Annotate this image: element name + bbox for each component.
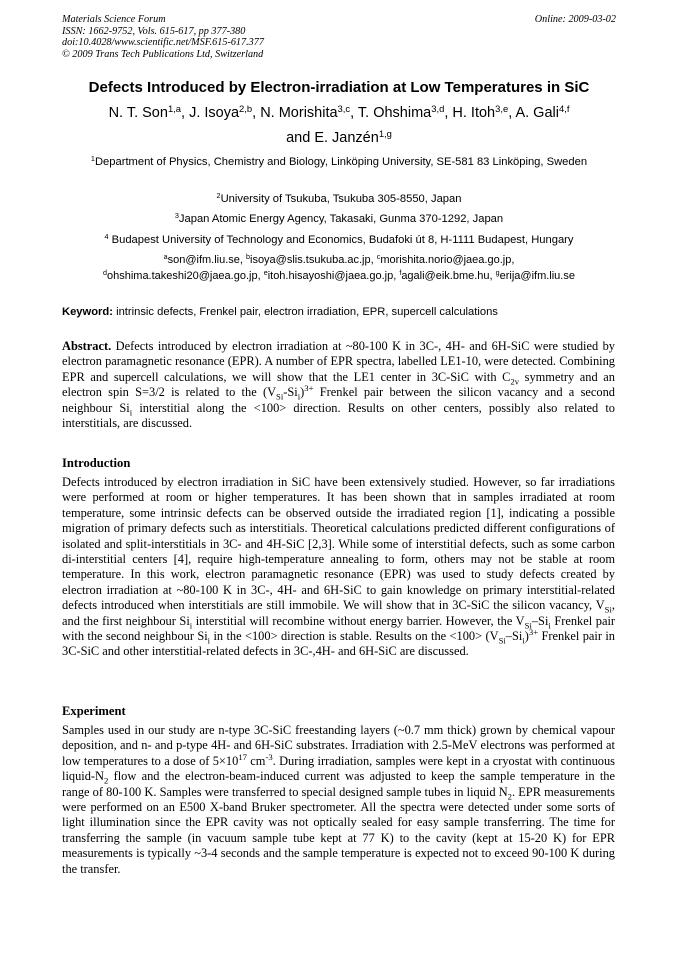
- paper-title: Defects Introduced by Electron-irradiation at Low Temperatures in SiC: [88, 79, 590, 96]
- exp-text: cm: [246, 753, 266, 768]
- introduction-paragraph: [62, 475, 615, 660]
- intro-text: –Si: [505, 629, 523, 644]
- affiliation-number: 3: [174, 211, 179, 220]
- email-marker: f: [399, 268, 402, 277]
- affiliation-number: 4: [104, 232, 109, 241]
- exp-sub: 2: [104, 775, 109, 786]
- affiliation-1: [66, 155, 612, 171]
- affiliation-3: [66, 212, 612, 228]
- email-link[interactable]: erija@ifm.liu.se: [499, 269, 575, 282]
- journal-header: [62, 14, 616, 60]
- author-sep: ,: [252, 105, 261, 121]
- journal-doi: doi:10.4028/www.scientific.net/MSF.615-617.377: [62, 37, 264, 49]
- abstract-sub: 2v: [510, 376, 520, 387]
- exp-text: . During irradiation, samples were kept in a cryostat with continuous liquid-N: [62, 753, 615, 784]
- author-name: H. Itoh: [452, 105, 496, 121]
- section-heading-introduction: Introduction: [62, 456, 131, 470]
- author-name: N. T. Son: [108, 105, 168, 121]
- abstract-text: Defects introduced by electron irradiation at ~80-100 K in 3C-, 4H- and 6H-SiC were studied by electron paramagnetic resonance (EPR). A number of EPR spectra, labelled LE1-10, were detected. Combining EPR and supercell calculations, we will show that the LE1 center in 3C-SiC with C: [62, 339, 615, 384]
- affiliation-number: 2: [216, 191, 221, 200]
- affiliation-number: 1: [90, 154, 95, 163]
- intro-text: Frenkel pair in 3C-SiC and other interstitial-related defects in 3C-,4H- and 6H-SiC are discussed.: [62, 629, 615, 659]
- abstract-text: ): [300, 385, 305, 400]
- author-name: J. Isoya: [189, 105, 240, 121]
- intro-sub: i: [548, 620, 551, 631]
- exp-text: flow and the electron-beam-induced current was adjusted to keep the sample temperature in the range of 80-100 K. Samples were transferred to special designed sample tubes in liquid N: [62, 769, 615, 799]
- affiliation-text: Department of Physics, Chemistry and Biology, Linköping University, SE-581 83 Linköping, Sweden: [94, 156, 588, 168]
- keywords: [62, 305, 618, 319]
- author-affil: 3,e: [495, 102, 509, 114]
- intro-sub: Si: [524, 620, 532, 631]
- email-link[interactable]: son@ifm.liu.se,: [167, 254, 247, 266]
- journal-issn: ISSN: 1662-9752, Vols. 615-617, pp 377-380: [62, 25, 246, 37]
- email-marker: e: [263, 268, 268, 277]
- intro-sub: i: [522, 635, 525, 646]
- email-marker: d: [103, 268, 107, 277]
- intro-sub: i: [189, 620, 193, 631]
- author-name: N. Morishita: [260, 105, 338, 121]
- author-affil: 4,f: [558, 102, 570, 114]
- abstract-sub: Si: [276, 391, 284, 402]
- email-marker: b: [246, 253, 250, 262]
- abstract-sup: 3+: [304, 383, 314, 394]
- affiliation-2: [66, 192, 612, 208]
- email-marker: a: [163, 253, 168, 262]
- email-link[interactable]: isoya@slis.tsukuba.ac.jp,: [250, 254, 377, 266]
- author-list: [60, 101, 618, 151]
- author-name: and E. Janzén: [286, 130, 379, 146]
- exp-sub: 2: [507, 791, 512, 802]
- author-affil: 2,b: [239, 102, 253, 114]
- affiliation-text: Japan Atomic Energy Agency, Takasaki, Gunma 370-1292, Japan: [178, 213, 504, 225]
- affiliation-4: [40, 233, 638, 249]
- intro-text: in the <100> direction is stable. Results on the <100> (V: [210, 629, 499, 644]
- intro-text: ): [524, 629, 529, 644]
- author-sep: ,: [350, 105, 358, 121]
- experiment-paragraph: [62, 723, 615, 877]
- intro-text: Defects introduced by electron irradiation in SiC have been extensively studied. However, so far irradiations were performed at room or higher temperatures. It has been shown that in samples irradiated at room temperature, some intrinsic defects can be observed outside the irradiated region [1], indicating a possible migration of primary defects such as interstitials. Theoretical calculations predicted different configurations of isolated and split-interstitials in 3C- and 4H-SiC [2,3]. While some of interstitial defects, such as some carbon di-interstitial centers [4], require high-temperature annealing to form, others may not be stable at room temperature. In this work, electron paramagnetic resonance (EPR) was used to study defects created by electron irradiation at ~80-100 K in 3C-, 4H- and 6H-SiC to gain knowledge on primary interstitial-related defects introduced when interstitials are still immobile. We will show that in 3C-SiC the silicon vacancy, V: [62, 475, 615, 613]
- intro-sup: 3+: [528, 626, 539, 637]
- email-link[interactable]: morishita.norio@jaea.go.jp,: [380, 254, 515, 266]
- email-marker: g: [495, 268, 500, 277]
- abstract-text: Frenkel pair between the silicon vacancy and a second neighbour Si: [62, 385, 615, 415]
- email-link[interactable]: agali@eik.bme.hu,: [401, 269, 496, 282]
- exp-text: Samples used in our study are n-type 3C-SiC freestanding layers (~0.7 mm thick) grown by chemical vapour deposition, and n- and p-type 4H- and 6H-SiC substrates. Irradiation with 2.5-MeV electrons was performed at low temperatures to a dose of 5×10: [62, 723, 615, 768]
- exp-sup: -3: [265, 751, 273, 762]
- keyword-label: Keyword:: [62, 306, 113, 318]
- abstract-text: symmetry and an electron spin S=3/2 is related to the (V: [62, 369, 616, 400]
- abstract: [62, 339, 615, 431]
- intro-sub: i: [207, 635, 211, 646]
- author-affil: 3,c: [337, 102, 351, 114]
- intro-text: Frenkel pair with the second neighbour Si: [62, 613, 616, 644]
- section-heading-experiment: Experiment: [62, 704, 126, 718]
- email-list: [50, 253, 628, 284]
- email-link[interactable]: ohshima.takeshi20@jaea.go.jp,: [106, 269, 264, 282]
- abstract-text: interstitial along the <100> direction. Results on other centers, possibly also related to interstitials, are discussed.: [62, 400, 616, 431]
- abstract-label: Abstract.: [62, 339, 112, 353]
- intro-sub: Si: [498, 635, 506, 646]
- intro-text: interstitial will recombine without energy barrier. However, the V: [192, 613, 525, 628]
- author-name: T. Ohshima: [357, 105, 432, 121]
- email-marker: c: [376, 253, 381, 262]
- author-name: A. Gali: [515, 105, 559, 121]
- author-affil: 3,d: [431, 102, 445, 114]
- exp-text: . EPR measurements were performed on an E500 X-band Bruker spectrometer. All the spectra were detected under some sorts of light illumination since the EPR cavity was not optically sealed for easy sample transferring. The time for transferring the sample (in vacuum sample tube kept at 77 K) to the cavity (kept at 15-20 K) for EPR measurements is typically ~3-4 seconds and the sample temperature is expected not to exceed 90-100 K during the transfer.: [62, 784, 615, 876]
- author-affil: 1,g: [378, 127, 392, 139]
- journal-name: Materials Science Forum: [62, 14, 166, 25]
- online-date: Online: 2009-03-02: [534, 14, 616, 25]
- email-link[interactable]: itoh.hisayoshi@jaea.go.jp,: [267, 269, 400, 282]
- author-sep: ,: [181, 105, 190, 121]
- abstract-sub: i: [297, 391, 301, 402]
- author-affil: 1,a: [167, 102, 182, 114]
- journal-copyright: © 2009 Trans Tech Publications Ltd, Switzerland: [62, 48, 264, 60]
- exp-sup: 17: [238, 751, 247, 762]
- affiliation-text: University of Tsukuba, Tsukuba 305-8550, Japan: [220, 193, 462, 205]
- author-sep: ,: [444, 105, 453, 121]
- abstract-sub: i: [129, 407, 133, 418]
- affiliation-text: Budapest University of Technology and Economics, Budafoki út 8, H-1111 Budapest, Hungary: [108, 234, 574, 246]
- intro-text: , and the first neighbour Si: [62, 598, 615, 628]
- author-sep: ,: [508, 105, 516, 121]
- keyword-text: intrinsic defects, Frenkel pair, electron irradiation, EPR, supercell calculations: [112, 306, 498, 318]
- intro-text: –Si: [531, 613, 549, 628]
- intro-sub: Si: [604, 604, 612, 615]
- abstract-text: -Si: [283, 385, 298, 400]
